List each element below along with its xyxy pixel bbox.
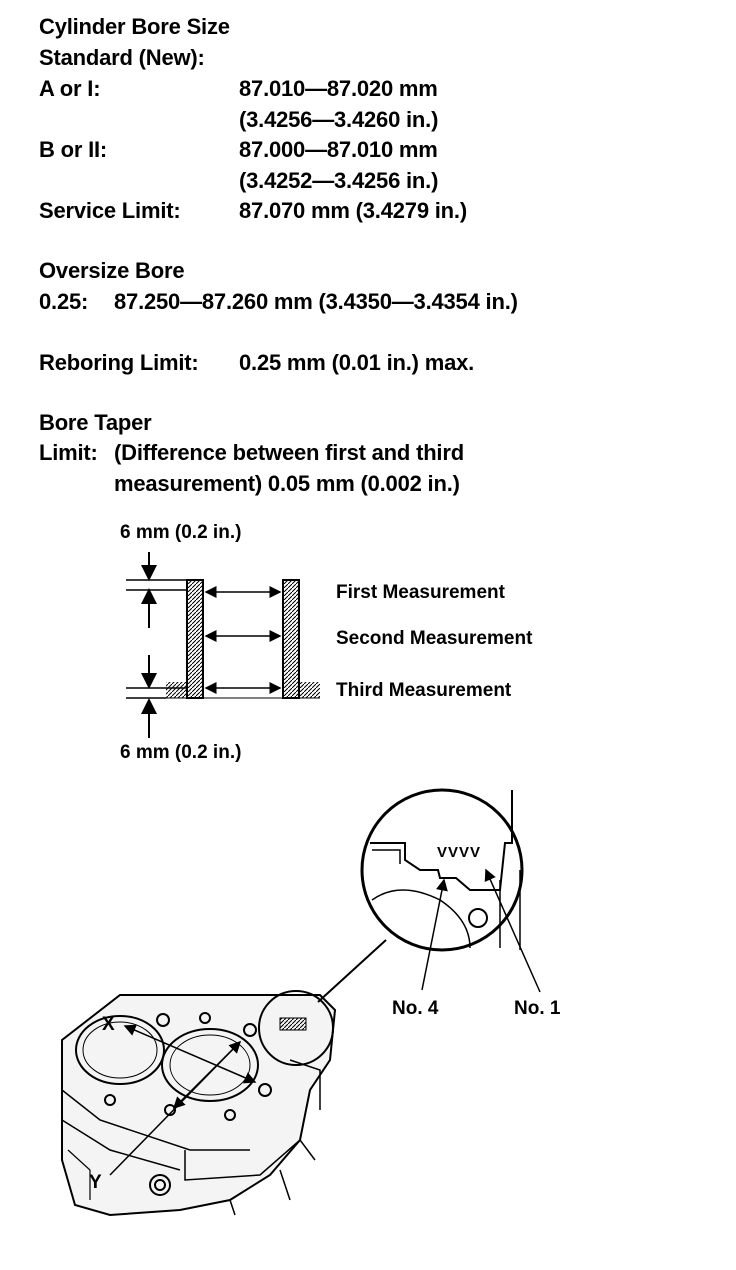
a-in-value: (3.4256—3.4260 in.) xyxy=(239,107,439,132)
a-label: A or I: xyxy=(39,76,101,101)
b-in-value: (3.4252—3.4256 in.) xyxy=(239,168,439,193)
third-measurement-label: Third Measurement xyxy=(336,680,512,701)
second-measurement-label: Second Measurement xyxy=(336,628,533,649)
taper-title: Bore Taper xyxy=(39,410,152,435)
oversize-label: 0.25: xyxy=(39,289,89,314)
b-mm-value: 87.000—87.010 mm xyxy=(239,137,438,162)
reboring-label: Reboring Limit: xyxy=(39,350,199,375)
taper-limit-label: Limit: xyxy=(39,440,98,465)
x-axis-label: X xyxy=(102,1014,115,1035)
top-offset-label: 6 mm (0.2 in.) xyxy=(120,522,242,543)
spec-title: Cylinder Bore Size xyxy=(39,14,230,39)
engine-block-illustration xyxy=(62,940,386,1215)
no4-label: No. 4 xyxy=(392,998,439,1019)
no1-label: No. 1 xyxy=(514,998,561,1019)
measurement-arrows xyxy=(206,592,280,688)
taper-line-2: measurement) 0.05 mm (0.002 in.) xyxy=(114,471,460,496)
cylinder-stamp-marks: VVVV xyxy=(437,844,482,861)
a-mm-value: 87.010—87.020 mm xyxy=(239,76,438,101)
top-offset-arrows xyxy=(126,552,186,628)
reboring-value: 0.25 mm (0.01 in.) max. xyxy=(239,350,475,375)
magnified-detail-view xyxy=(362,790,540,992)
cylinder-cross-section xyxy=(166,580,320,698)
standard-label: Standard (New): xyxy=(39,45,205,70)
y-axis-label: Y xyxy=(89,1172,102,1193)
service-limit-label: Service Limit: xyxy=(39,198,181,223)
taper-line-1: (Difference between first and third xyxy=(114,440,464,465)
b-label: B or II: xyxy=(39,137,108,162)
oversize-value: 87.250—87.260 mm (3.4350—3.4354 in.) xyxy=(114,289,518,314)
oversize-title: Oversize Bore xyxy=(39,258,185,283)
service-limit-value: 87.070 mm (3.4279 in.) xyxy=(239,198,467,223)
first-measurement-label: First Measurement xyxy=(336,582,505,603)
bottom-offset-label: 6 mm (0.2 in.) xyxy=(120,742,242,763)
